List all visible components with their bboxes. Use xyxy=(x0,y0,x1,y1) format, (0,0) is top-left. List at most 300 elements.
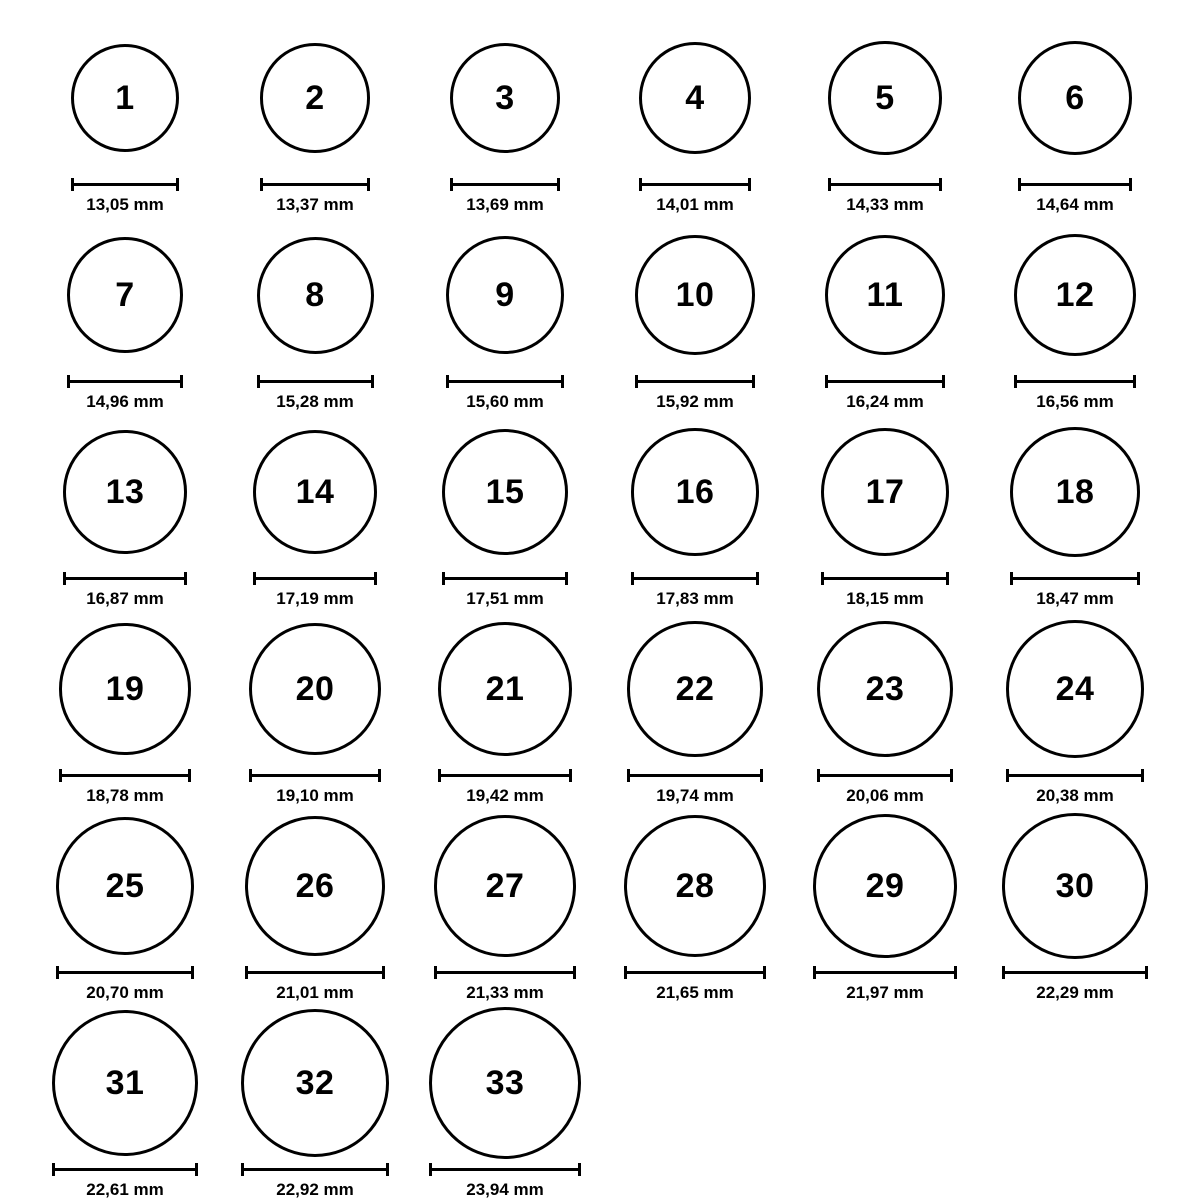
ring-size-number: 3 xyxy=(495,78,515,117)
caliper-bar xyxy=(241,1168,389,1171)
ring-diameter-measure xyxy=(442,572,568,607)
ring-size-cell xyxy=(980,806,1170,1001)
caliper-bar xyxy=(1002,971,1147,974)
ring-circle-wrapper xyxy=(817,609,953,769)
ring-diameter-label: 22,61 mm xyxy=(86,1180,164,1199)
ring-circle-wrapper xyxy=(63,412,186,572)
ring-diameter-label: 15,92 mm xyxy=(656,392,734,411)
caliper-tick-right xyxy=(367,178,370,191)
ring-circle xyxy=(639,42,751,154)
ring-diameter-label: 21,01 mm xyxy=(276,983,354,1002)
ring-diameter-measure xyxy=(813,966,957,1001)
ring-size-cell xyxy=(600,806,790,1001)
caliper-bar xyxy=(1006,774,1144,777)
ring-circle xyxy=(1010,427,1140,557)
caliper-icon xyxy=(429,1163,581,1176)
caliper-icon xyxy=(260,178,369,191)
ring-size-number: 21 xyxy=(485,669,525,708)
caliper-tick-left xyxy=(442,572,445,585)
caliper-tick-left xyxy=(52,1163,55,1176)
ring-size-cell xyxy=(410,412,600,607)
ring-size-row xyxy=(30,215,1170,412)
ring-circle-wrapper xyxy=(71,18,179,178)
caliper-tick-left xyxy=(450,178,453,191)
caliper-icon xyxy=(245,966,385,979)
ring-circle-wrapper xyxy=(260,18,369,178)
ring-circle xyxy=(635,235,755,355)
ring-size-number: 28 xyxy=(675,866,715,905)
ring-circle-wrapper xyxy=(241,1003,389,1163)
ring-diameter-measure xyxy=(434,966,575,1001)
caliper-tick-left xyxy=(813,966,816,979)
ring-circle-wrapper xyxy=(56,806,195,966)
caliper-tick-right xyxy=(378,769,381,782)
ring-diameter-measure xyxy=(639,178,751,213)
caliper-tick-right xyxy=(756,572,759,585)
ring-size-cell xyxy=(980,412,1170,607)
ring-size-cell xyxy=(600,412,790,607)
caliper-tick-left xyxy=(1014,375,1017,388)
caliper-bar xyxy=(624,971,767,974)
caliper-tick-right xyxy=(763,966,766,979)
caliper-tick-left xyxy=(63,572,66,585)
caliper-tick-left xyxy=(1010,572,1013,585)
ring-diameter-measure xyxy=(821,572,950,607)
caliper-bar xyxy=(56,971,195,974)
caliper-tick-left xyxy=(639,178,642,191)
caliper-tick-left xyxy=(429,1163,432,1176)
ring-size-cell xyxy=(790,215,980,410)
ring-size-number: 29 xyxy=(865,867,905,905)
ring-diameter-label: 17,51 mm xyxy=(466,589,544,608)
ring-size-cell xyxy=(30,412,220,607)
ring-diameter-measure xyxy=(438,769,572,804)
ring-circle xyxy=(828,41,941,154)
ring-diameter-label: 16,56 mm xyxy=(1036,392,1114,411)
caliper-bar xyxy=(442,577,568,580)
ring-diameter-label: 19,10 mm xyxy=(276,786,354,805)
ring-circle-wrapper xyxy=(429,1003,581,1163)
caliper-tick-right xyxy=(950,769,953,782)
ring-circle-wrapper xyxy=(249,609,381,769)
ring-size-cell xyxy=(410,18,600,213)
ring-size-number: 11 xyxy=(866,276,904,314)
ring-circle xyxy=(63,430,186,553)
ring-diameter-label: 21,97 mm xyxy=(846,983,924,1002)
caliper-bar xyxy=(438,774,572,777)
ring-size-row xyxy=(30,609,1170,806)
caliper-tick-right xyxy=(752,375,755,388)
ring-diameter-measure xyxy=(260,178,369,213)
ring-diameter-label: 21,33 mm xyxy=(466,983,544,1002)
caliper-tick-left xyxy=(446,375,449,388)
caliper-tick-right xyxy=(760,769,763,782)
caliper-bar xyxy=(639,183,751,186)
ring-size-cell xyxy=(220,1003,410,1198)
caliper-icon xyxy=(438,769,572,782)
ring-circle xyxy=(52,1010,199,1157)
ring-diameter-label: 18,78 mm xyxy=(86,786,164,805)
ring-diameter-measure xyxy=(1014,375,1136,410)
caliper-tick-right xyxy=(176,178,179,191)
ring-diameter-measure xyxy=(1018,178,1132,213)
ring-diameter-measure xyxy=(257,375,374,410)
caliper-icon xyxy=(249,769,381,782)
ring-diameter-label: 14,64 mm xyxy=(1036,195,1114,214)
ring-circle xyxy=(627,621,762,756)
ring-circle xyxy=(1018,41,1132,155)
caliper-icon xyxy=(821,572,950,585)
ring-diameter-label: 16,87 mm xyxy=(86,589,164,608)
ring-circle-wrapper xyxy=(639,18,751,178)
ring-size-row xyxy=(30,806,1170,1003)
ring-circle xyxy=(71,44,179,152)
ring-diameter-label: 20,38 mm xyxy=(1036,786,1114,805)
ring-size-cell xyxy=(600,18,790,213)
caliper-tick-right xyxy=(195,1163,198,1176)
ring-size-cell xyxy=(30,609,220,804)
caliper-bar xyxy=(450,183,561,186)
caliper-tick-left xyxy=(635,375,638,388)
caliper-bar xyxy=(245,971,385,974)
ring-size-number: 1 xyxy=(115,79,135,117)
ring-circle xyxy=(813,814,957,958)
ring-size-number: 2 xyxy=(305,79,325,117)
ring-size-number: 7 xyxy=(115,275,135,314)
caliper-tick-right xyxy=(1145,966,1148,979)
ring-diameter-label: 15,60 mm xyxy=(466,392,544,411)
ring-size-cell xyxy=(790,18,980,213)
caliper-icon xyxy=(446,375,564,388)
ring-size-number: 26 xyxy=(295,867,335,905)
caliper-tick-left xyxy=(821,572,824,585)
ring-diameter-label: 15,28 mm xyxy=(276,392,354,411)
ring-size-cell xyxy=(220,215,410,410)
ring-circle xyxy=(821,428,950,557)
ring-diameter-measure xyxy=(627,769,762,804)
caliper-bar xyxy=(1018,183,1132,186)
caliper-tick-left xyxy=(627,769,630,782)
caliper-icon xyxy=(624,966,767,979)
caliper-bar xyxy=(71,183,179,186)
ring-diameter-measure xyxy=(450,178,561,213)
ring-circle xyxy=(56,817,195,956)
ring-diameter-label: 22,92 mm xyxy=(276,1180,354,1199)
caliper-tick-right xyxy=(569,769,572,782)
ring-circle-wrapper xyxy=(821,412,950,572)
ring-diameter-measure xyxy=(56,966,195,1001)
caliper-bar xyxy=(828,183,941,186)
ring-circle-wrapper xyxy=(446,215,564,375)
ring-circle-wrapper xyxy=(434,806,575,966)
ring-circle-wrapper xyxy=(627,609,762,769)
ring-diameter-label: 13,05 mm xyxy=(86,195,164,214)
ring-circle-wrapper xyxy=(828,18,941,178)
caliper-icon xyxy=(825,375,946,388)
ring-circle-wrapper xyxy=(245,806,385,966)
ring-circle xyxy=(825,235,946,356)
ring-circle-wrapper xyxy=(1018,18,1132,178)
ring-diameter-measure xyxy=(1010,572,1140,607)
caliper-tick-right xyxy=(382,966,385,979)
ring-circle-wrapper xyxy=(624,806,767,966)
caliper-icon xyxy=(1014,375,1136,388)
ring-size-number: 25 xyxy=(105,867,145,905)
ring-size-cell xyxy=(220,18,410,213)
caliper-tick-left xyxy=(245,966,248,979)
caliper-tick-left xyxy=(828,178,831,191)
ring-size-number: 15 xyxy=(485,472,525,511)
ring-circle xyxy=(631,428,758,555)
ring-size-cell xyxy=(600,215,790,410)
caliper-bar xyxy=(67,380,183,383)
caliper-tick-right xyxy=(180,375,183,388)
caliper-tick-left xyxy=(1002,966,1005,979)
caliper-bar xyxy=(821,577,950,580)
caliper-bar xyxy=(434,971,575,974)
caliper-icon xyxy=(627,769,762,782)
caliper-icon xyxy=(1018,178,1132,191)
ring-diameter-measure xyxy=(245,966,385,1001)
ring-diameter-measure xyxy=(631,572,758,607)
ring-circle-wrapper xyxy=(1010,412,1140,572)
caliper-tick-left xyxy=(253,572,256,585)
caliper-tick-left xyxy=(1006,769,1009,782)
ring-diameter-measure xyxy=(63,572,186,607)
ring-size-number: 16 xyxy=(675,473,715,511)
caliper-icon xyxy=(442,572,568,585)
ring-circle xyxy=(446,236,564,354)
ring-circle-wrapper xyxy=(438,609,572,769)
caliper-tick-right xyxy=(942,375,945,388)
ring-size-number: 24 xyxy=(1055,669,1095,708)
ring-diameter-measure xyxy=(71,178,179,213)
ring-size-number: 23 xyxy=(865,670,905,708)
ring-size-number: 4 xyxy=(685,79,705,117)
ring-circle-wrapper xyxy=(67,215,183,375)
ring-circle-wrapper xyxy=(450,18,561,178)
ring-diameter-label: 17,83 mm xyxy=(656,589,734,608)
caliper-tick-left xyxy=(817,769,820,782)
caliper-tick-left xyxy=(241,1163,244,1176)
ring-circle xyxy=(434,815,575,956)
ring-circle xyxy=(249,623,381,755)
ring-diameter-measure xyxy=(624,966,767,1001)
ring-size-cell xyxy=(30,18,220,213)
ring-circle-wrapper xyxy=(825,215,946,375)
ring-size-cell xyxy=(30,215,220,410)
caliper-icon xyxy=(56,966,195,979)
caliper-bar xyxy=(627,774,762,777)
caliper-tick-right xyxy=(191,966,194,979)
ring-circle xyxy=(1002,813,1147,958)
ring-diameter-label: 20,70 mm xyxy=(86,983,164,1002)
ring-diameter-measure xyxy=(635,375,755,410)
ring-diameter-measure xyxy=(253,572,378,607)
ring-circle-wrapper xyxy=(1006,609,1144,769)
ring-size-row xyxy=(30,18,1170,215)
ring-size-number: 20 xyxy=(295,670,335,708)
caliper-tick-right xyxy=(1129,178,1132,191)
ring-diameter-label: 22,29 mm xyxy=(1036,983,1114,1002)
caliper-bar xyxy=(1014,380,1136,383)
ring-diameter-label: 19,42 mm xyxy=(466,786,544,805)
ring-circle xyxy=(257,237,374,354)
caliper-icon xyxy=(257,375,374,388)
ring-size-cell xyxy=(410,215,600,410)
caliper-tick-left xyxy=(825,375,828,388)
ring-size-cell xyxy=(980,609,1170,804)
caliper-tick-left xyxy=(1018,178,1021,191)
ring-diameter-label: 16,24 mm xyxy=(846,392,924,411)
ring-circle xyxy=(253,430,378,555)
caliper-bar xyxy=(429,1168,581,1171)
caliper-icon xyxy=(639,178,751,191)
ring-diameter-measure xyxy=(241,1163,389,1198)
ring-diameter-measure xyxy=(828,178,941,213)
ring-size-number: 8 xyxy=(305,276,325,314)
caliper-icon xyxy=(253,572,378,585)
ring-diameter-label: 18,47 mm xyxy=(1036,589,1114,608)
caliper-tick-left xyxy=(71,178,74,191)
caliper-tick-right xyxy=(1141,769,1144,782)
caliper-tick-right xyxy=(374,572,377,585)
caliper-icon xyxy=(241,1163,389,1176)
caliper-icon xyxy=(71,178,179,191)
caliper-tick-right xyxy=(573,966,576,979)
ring-size-number: 27 xyxy=(485,866,525,905)
caliper-icon xyxy=(813,966,957,979)
ring-circle xyxy=(260,43,369,152)
ring-circle xyxy=(450,43,561,154)
caliper-icon xyxy=(817,769,953,782)
ring-diameter-measure xyxy=(446,375,564,410)
ring-size-number: 19 xyxy=(105,669,145,708)
ring-size-cell xyxy=(410,609,600,804)
caliper-tick-right xyxy=(386,1163,389,1176)
ring-size-cell xyxy=(220,609,410,804)
caliper-tick-left xyxy=(56,966,59,979)
caliper-bar xyxy=(813,971,957,974)
ring-size-number: 31 xyxy=(105,1064,145,1102)
ring-size-number: 10 xyxy=(675,276,715,314)
ring-circle-wrapper xyxy=(631,412,758,572)
caliper-tick-left xyxy=(434,966,437,979)
caliper-icon xyxy=(52,1163,199,1176)
ring-diameter-measure xyxy=(67,375,183,410)
ring-diameter-measure xyxy=(1002,966,1147,1001)
caliper-bar xyxy=(1010,577,1140,580)
ring-size-row xyxy=(30,412,1170,609)
ring-circle-wrapper xyxy=(257,215,374,375)
caliper-tick-right xyxy=(939,178,942,191)
ring-size-number: 6 xyxy=(1065,78,1085,117)
caliper-tick-right xyxy=(188,769,191,782)
caliper-tick-left xyxy=(257,375,260,388)
ring-circle xyxy=(817,621,953,757)
caliper-tick-right xyxy=(561,375,564,388)
ring-size-number: 32 xyxy=(295,1064,335,1102)
caliper-icon xyxy=(63,572,186,585)
ring-size-cell xyxy=(30,806,220,1001)
ring-diameter-measure xyxy=(59,769,190,804)
caliper-bar xyxy=(817,774,953,777)
ring-size-cell xyxy=(790,609,980,804)
ring-circle-wrapper xyxy=(442,412,568,572)
caliper-bar xyxy=(253,577,378,580)
ring-size-cell xyxy=(790,412,980,607)
caliper-tick-right xyxy=(954,966,957,979)
ring-size-number: 30 xyxy=(1055,866,1095,905)
ring-size-number: 5 xyxy=(875,79,895,117)
ring-circle xyxy=(241,1009,389,1157)
caliper-tick-left xyxy=(260,178,263,191)
ring-size-cell xyxy=(980,18,1170,213)
ring-size-cell xyxy=(980,215,1170,410)
ring-diameter-label: 13,69 mm xyxy=(466,195,544,214)
caliper-tick-left xyxy=(249,769,252,782)
ring-size-cell xyxy=(220,412,410,607)
ring-size-row xyxy=(30,1003,1170,1200)
ring-circle-wrapper xyxy=(1002,806,1147,966)
caliper-icon xyxy=(450,178,561,191)
ring-circle-wrapper xyxy=(813,806,957,966)
ring-circle-wrapper xyxy=(52,1003,199,1163)
caliper-tick-right xyxy=(748,178,751,191)
caliper-icon xyxy=(59,769,190,782)
ring-circle xyxy=(1014,234,1136,356)
caliper-tick-left xyxy=(624,966,627,979)
ring-circle xyxy=(67,237,183,353)
ring-size-cell xyxy=(600,609,790,804)
ring-circle xyxy=(1006,620,1144,758)
caliper-icon xyxy=(631,572,758,585)
caliper-bar xyxy=(825,380,946,383)
caliper-icon xyxy=(828,178,941,191)
ring-circle-wrapper xyxy=(1014,215,1136,375)
caliper-tick-left xyxy=(438,769,441,782)
ring-size-number: 17 xyxy=(865,473,905,511)
ring-diameter-label: 23,94 mm xyxy=(466,1180,544,1199)
caliper-bar xyxy=(52,1168,199,1171)
ring-size-number: 22 xyxy=(675,669,715,708)
ring-diameter-label: 21,65 mm xyxy=(656,983,734,1002)
ring-size-number: 9 xyxy=(495,275,515,314)
ring-circle xyxy=(438,622,572,756)
caliper-tick-right xyxy=(578,1163,581,1176)
ring-diameter-measure xyxy=(825,375,946,410)
caliper-tick-right xyxy=(1133,375,1136,388)
ring-diameter-measure xyxy=(429,1163,581,1198)
caliper-bar xyxy=(257,380,374,383)
caliper-bar xyxy=(260,183,369,186)
caliper-tick-right xyxy=(557,178,560,191)
ring-diameter-label: 14,01 mm xyxy=(656,195,734,214)
ring-circle-wrapper xyxy=(253,412,378,572)
caliper-tick-right xyxy=(371,375,374,388)
caliper-tick-right xyxy=(565,572,568,585)
ring-size-number: 12 xyxy=(1055,275,1095,314)
ring-circle xyxy=(429,1007,581,1159)
ring-size-number: 33 xyxy=(485,1064,525,1102)
ring-size-cell xyxy=(790,806,980,1001)
caliper-bar xyxy=(446,380,564,383)
ring-circle xyxy=(59,623,190,754)
ring-size-number: 14 xyxy=(295,473,335,511)
ring-size-number: 13 xyxy=(105,472,145,511)
ring-circle xyxy=(624,815,767,958)
ring-size-cell xyxy=(220,806,410,1001)
